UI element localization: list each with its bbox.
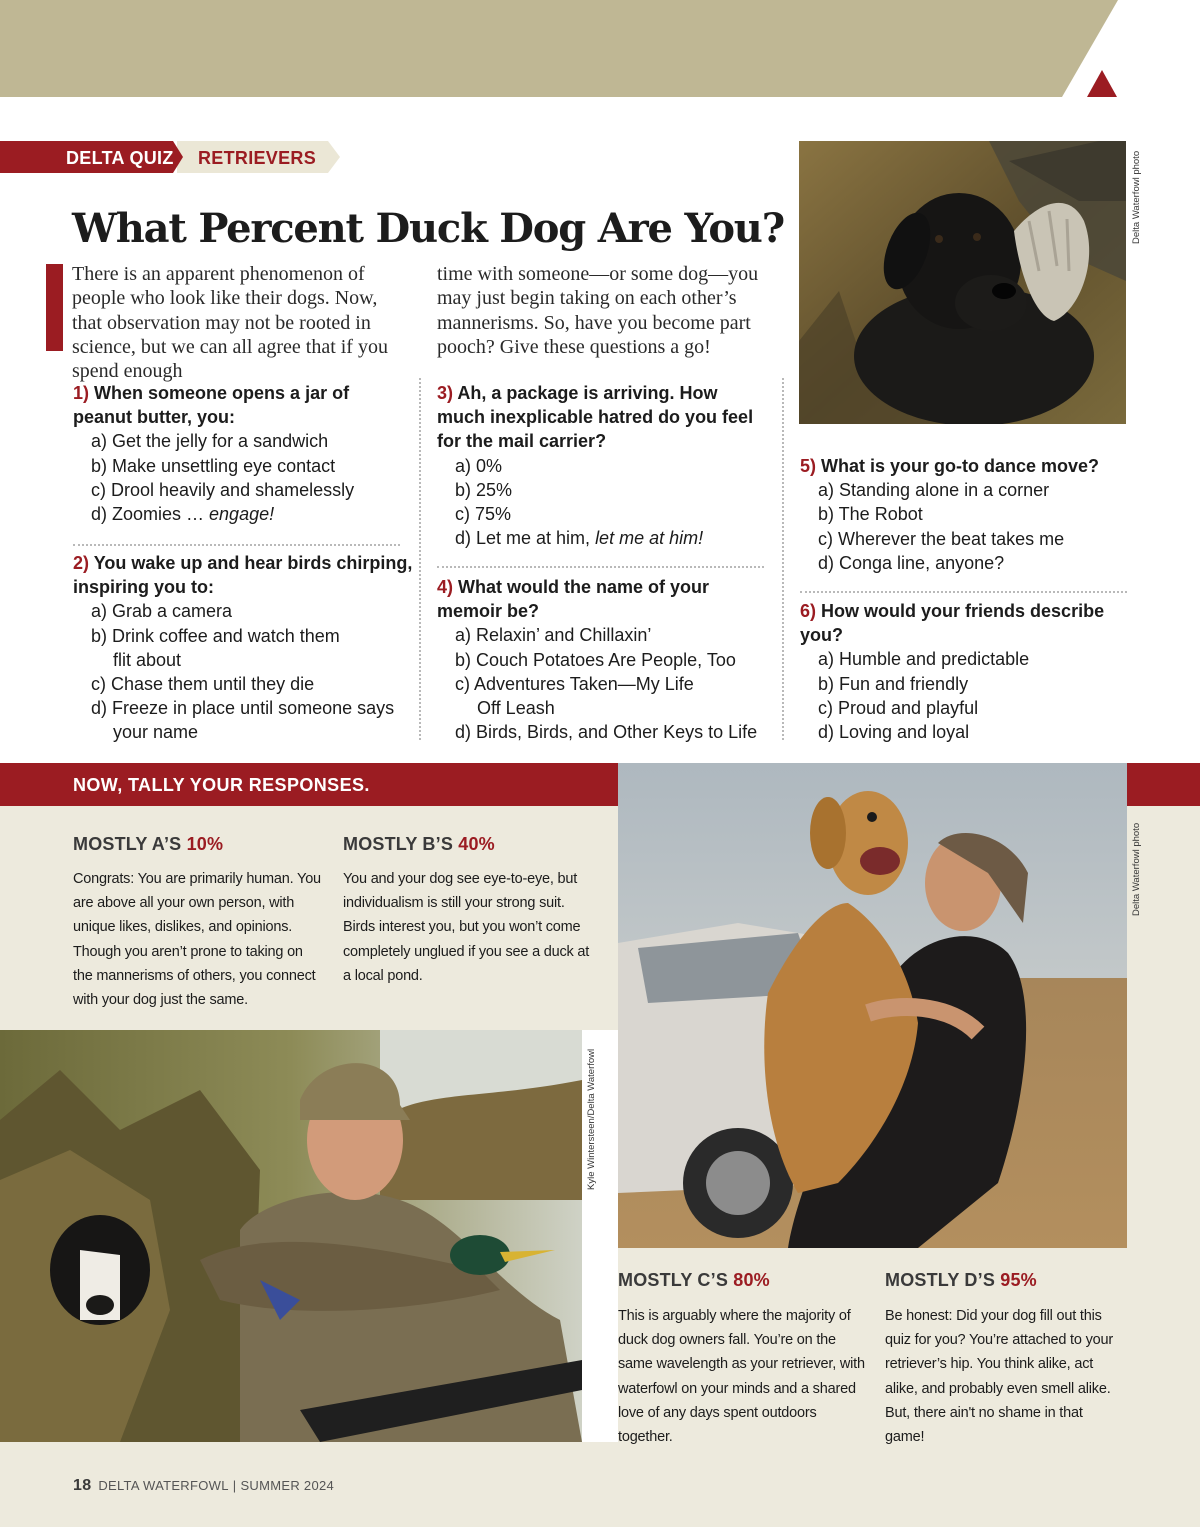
question-5-option-a: a) Standing alone in a corner xyxy=(818,480,1050,501)
tally-title: NOW, TALLY YOUR RESPONSES. xyxy=(73,775,370,795)
question-6 xyxy=(800,599,1130,744)
question-4 xyxy=(437,575,777,744)
question-5-prompt: 5) What is your go-to dance move? xyxy=(800,456,1100,476)
question-2-option-b-cont: flit about xyxy=(113,649,182,670)
question-4-option-c-cont: Off Leash xyxy=(477,698,555,719)
black-lab-photo xyxy=(799,141,1126,424)
result-a-text: Congrats: You are primarily human. You are above all your own person, with unique likes, dislikes, and opinions. Though you aren’t prone to taking on the mannerisms of others, you connect with your dog just the same. xyxy=(73,871,321,1009)
issue-name: SUMMER 2024 xyxy=(240,1478,335,1493)
question-1-prompt: 1) When someone opens a jar of peanut butter, you: xyxy=(73,383,350,428)
question-3-option-c: c) 75% xyxy=(455,504,512,525)
question-4-option-a: a) Relaxin’ and Chillaxin’ xyxy=(455,625,652,646)
tally-banner-right xyxy=(1127,763,1200,806)
question-2-option-d: d) Freeze in place until someone says xyxy=(91,698,395,719)
question-2-option-c: c) Chase them until they die xyxy=(91,674,315,695)
intro-text-col2: time with someone—or some dog—you may just begin taking on each other’s mannerisms. So, have you become part pooch? Give these questions a go! xyxy=(437,263,759,358)
question-4-option-c: c) Adventures Taken—My Life xyxy=(455,673,694,694)
question-2-option-d-cont: your name xyxy=(113,722,199,743)
page-number: 18 xyxy=(73,1477,92,1494)
section-tag-secondary: RETRIEVERS xyxy=(198,148,317,168)
question-5-option-b: b) The Robot xyxy=(818,504,923,525)
question-2-option-a: a) Grab a camera xyxy=(91,601,233,622)
intro-text-col1: There is an apparent phenomenon of people who look like their dogs. Now, that observation may not be rooted in science, but we can all agree that if you spend enough xyxy=(72,263,388,383)
triangle-icon xyxy=(1087,70,1117,97)
page-folio xyxy=(73,1477,334,1495)
question-1-option-b: b) Make unsettling eye contact xyxy=(91,455,336,476)
question-6-option-a: a) Humble and predictable xyxy=(818,649,1030,670)
top-header-band xyxy=(0,0,1200,97)
question-6-option-c: c) Proud and playful xyxy=(818,697,979,718)
section-tag xyxy=(0,141,345,173)
question-6-prompt: 6) How would your friends describe you? xyxy=(800,601,1105,646)
result-d-heading: MOSTLY D’S 95% xyxy=(885,1270,1037,1290)
column-divider xyxy=(419,378,421,740)
folio-separator: | xyxy=(232,1478,237,1493)
question-2 xyxy=(73,551,413,745)
photo-credit-middle: Delta Waterfowl photo xyxy=(1131,822,1142,916)
question-6-option-d: d) Loving and loyal xyxy=(818,722,970,743)
question-4-prompt: 4) What would the name of your memoir be? xyxy=(437,577,710,622)
question-3-prompt: 3) Ah, a package is arriving. How much inexplicable hatred do you feel for the mail carrier? xyxy=(437,383,754,452)
question-1 xyxy=(73,381,403,526)
section-tag-primary: DELTA QUIZ xyxy=(66,148,174,168)
question-5 xyxy=(800,454,1130,575)
question-3-option-b: b) 25% xyxy=(455,479,513,500)
page-title: What Percent Duck Dog Are You? xyxy=(72,205,784,252)
result-c-heading: MOSTLY C’S 80% xyxy=(618,1270,770,1290)
question-4-option-d: d) Birds, Birds, and Other Keys to Life xyxy=(455,722,758,743)
result-c-text: This is arguably where the majority of duck dog owners fall. You’re on the same wavelength as your retriever, with waterfowl on your minds and a shared love of any days spent outdoors together. xyxy=(618,1308,865,1446)
question-1-option-a: a) Get the jelly for a sandwich xyxy=(91,431,329,452)
divider xyxy=(800,591,1127,593)
intro-accent-bar xyxy=(46,264,63,351)
question-5-option-d: d) Conga line, anyone? xyxy=(818,552,1005,573)
result-a-heading: MOSTLY A’S 10% xyxy=(73,834,224,854)
man-holding-lab-photo xyxy=(618,763,1127,1248)
photo-credit-top: Delta Waterfowl photo xyxy=(1131,150,1142,244)
question-5-option-c: c) Wherever the beat takes me xyxy=(818,528,1065,549)
question-2-option-b: b) Drink coffee and watch them xyxy=(91,625,340,646)
question-3-option-d: d) Let me at him, let me at him! xyxy=(455,528,704,549)
result-d-text: Be honest: Did your dog fill out this quiz for you? You’re attached to your retriever’s hip. You think alike, act alike, and probably even smell alike. But, there ain't no shame in that game! xyxy=(885,1308,1113,1446)
result-b-text: You and your dog see eye-to-eye, but individualism is still your strong suit. Birds interest you, but you won’t come completely unglued if you see a duck at a local pond. xyxy=(343,871,590,984)
photo-credit-bottom: Kyle Wintersteen/Delta Waterfowl xyxy=(586,1048,597,1190)
publication-name: DELTA WATERFOWL xyxy=(98,1478,229,1493)
question-3 xyxy=(437,381,767,550)
question-1-option-d: d) Zoomies … engage! xyxy=(91,504,275,525)
question-2-prompt: 2) You wake up and hear birds chirping, inspiring you to: xyxy=(73,553,413,598)
divider xyxy=(437,566,764,568)
question-6-option-b: b) Fun and friendly xyxy=(818,673,969,694)
question-4-option-b: b) Couch Potatoes Are People, Too xyxy=(455,649,736,670)
divider xyxy=(73,544,400,546)
question-1-option-c: c) Drool heavily and shamelessly xyxy=(91,479,355,500)
hunter-spaniel-photo xyxy=(0,1030,582,1442)
column-divider xyxy=(782,378,784,740)
result-b-heading: MOSTLY B’S 40% xyxy=(343,834,495,854)
question-3-option-a: a) 0% xyxy=(455,455,503,476)
